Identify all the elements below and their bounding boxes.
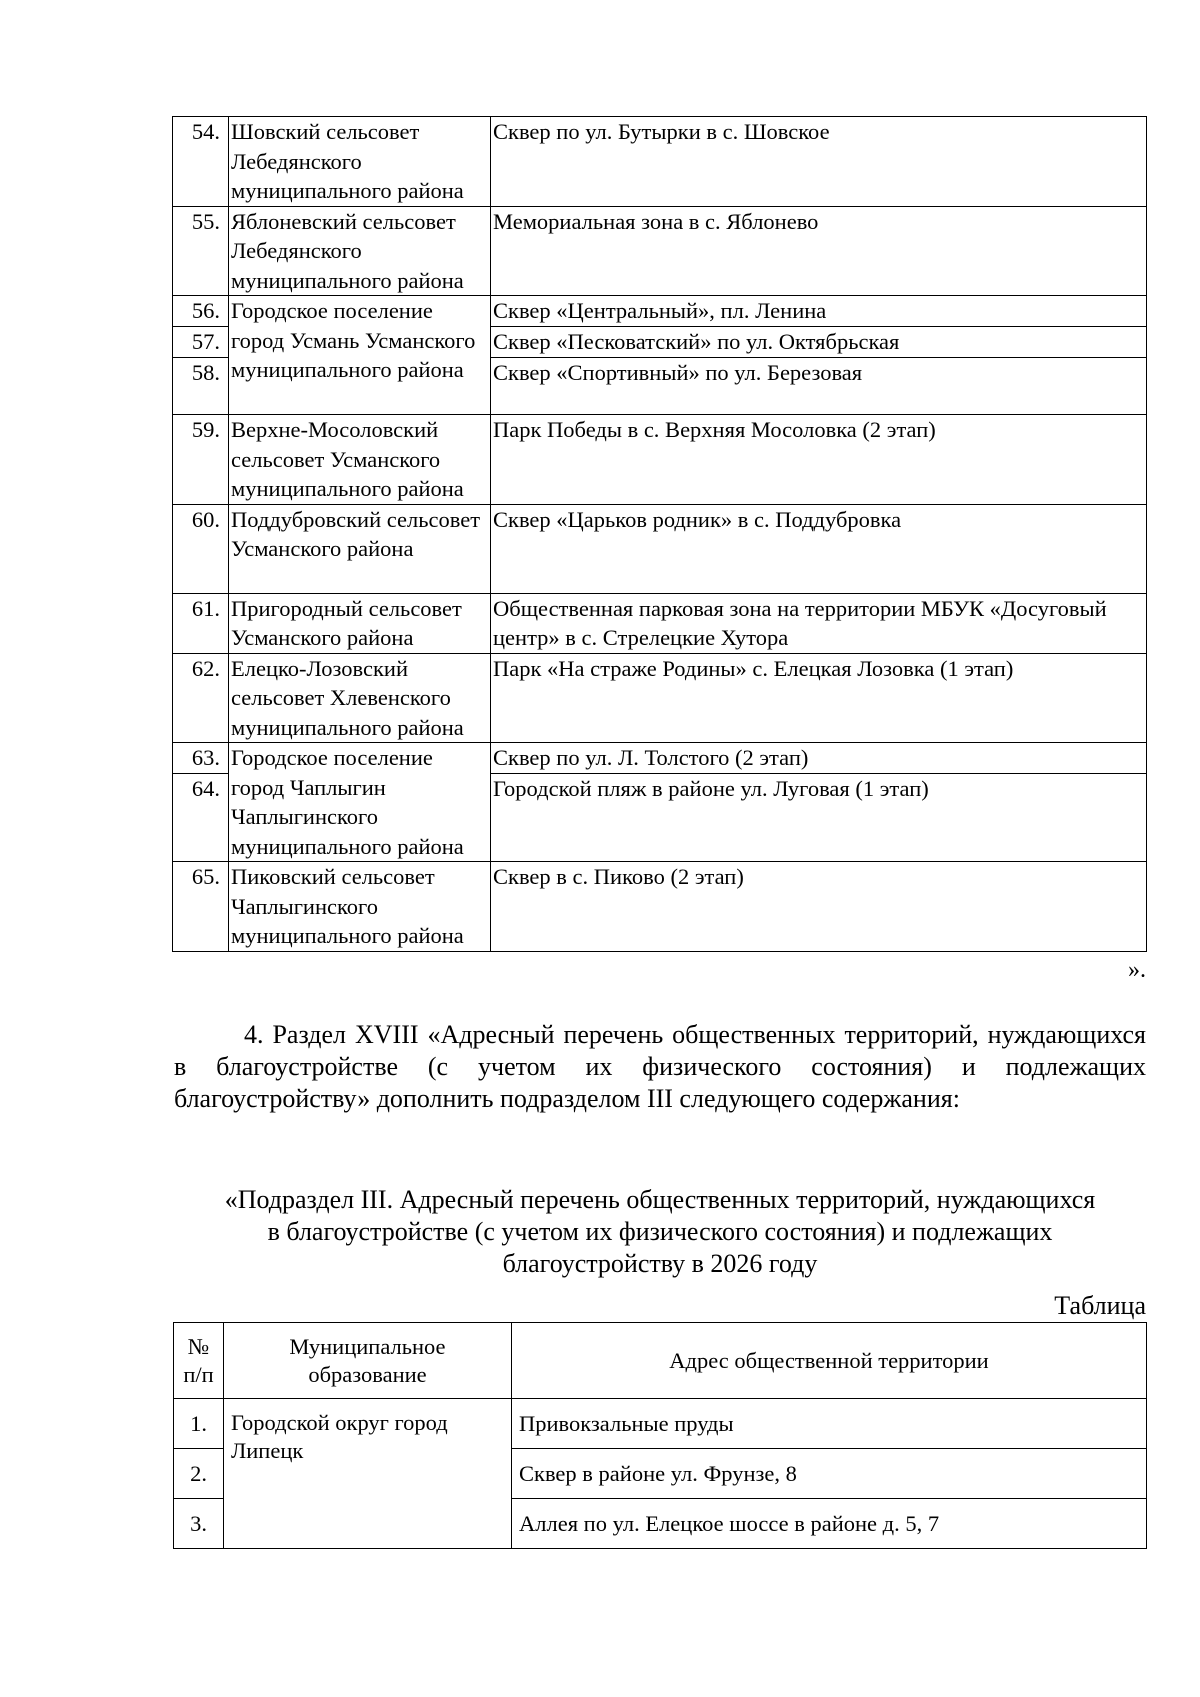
table-row: [173, 296, 1147, 327]
address-cell: Сквер в районе ул. Фрунзе, 8: [512, 1449, 1147, 1499]
table-row: [173, 504, 1147, 593]
table-row: [173, 117, 1147, 207]
table-row: [173, 653, 1147, 743]
address-cell: Сквер по ул. Л. Толстого (2 этап): [491, 743, 1147, 774]
address-cell: Парк Победы в с. Верхняя Мосоловка (2 этап): [491, 415, 1147, 505]
row-number: 3.: [174, 1499, 224, 1549]
municipality-cell: Городской округ город Липецк: [224, 1399, 512, 1549]
table-row: [173, 743, 1147, 774]
row-number: 58.: [173, 358, 229, 415]
closing-quote: ».: [1128, 957, 1146, 983]
row-number: 64.: [173, 774, 229, 862]
address-cell: Сквер в с. Пиково (2 этап): [491, 862, 1147, 952]
row-number: 63.: [173, 743, 229, 774]
table-header-row: [174, 1323, 1147, 1399]
table-row: [173, 415, 1147, 505]
municipality-cell: Елецко-Лозовский сельсовет Хлевенского муниципального района: [229, 653, 491, 743]
paragraph-4: 4. Раздел XVIII «Адресный перечень общественных территорий, нуждающихся в благоустройстве (с учетом их физического состояния) и подлежащих благоустройству» дополнить подразделом III следующего содержания:: [174, 1020, 1146, 1113]
territories-2026-table: [173, 1322, 1147, 1549]
municipality-cell: Городское поселение город Чаплыгин Чаплыгинского муниципального района: [229, 743, 491, 862]
table-caption: Таблица: [1054, 1291, 1146, 1320]
municipality-cell: Верхне-Мосоловский сельсовет Усманского муниципального района: [229, 415, 491, 505]
municipality-cell: Пригородный сельсовет Усманского района: [229, 593, 491, 653]
row-number: 60.: [173, 504, 229, 593]
row-number: 55.: [173, 206, 229, 296]
row-number: 54.: [173, 117, 229, 207]
table-row: [173, 593, 1147, 653]
subsection-title-line: «Подраздел III. Адресный перечень общественных территорий, нуждающихся: [224, 1185, 1096, 1214]
address-cell: Сквер «Спортивный» по ул. Березовая: [491, 358, 1147, 415]
municipality-cell: Пиковский сельсовет Чаплыгинского муниципального района: [229, 862, 491, 952]
row-number: 57.: [173, 327, 229, 358]
table-row: [174, 1399, 1147, 1449]
table-row: [173, 206, 1147, 296]
subsection-title: [170, 1184, 1150, 1280]
header-municipality: Муниципальное образование: [224, 1323, 512, 1399]
territories-table-continued: [172, 116, 1147, 952]
address-cell: Сквер по ул. Бутырки в с. Шовское: [491, 117, 1147, 207]
header-address: Адрес общественной территории: [512, 1323, 1147, 1399]
address-cell: Сквер «Песковатский» по ул. Октябрьская: [491, 327, 1147, 358]
row-number: 56.: [173, 296, 229, 327]
row-number: 62.: [173, 653, 229, 743]
row-number: 59.: [173, 415, 229, 505]
subsection-title-line: в благоустройстве (с учетом их физического состояния) и подлежащих: [267, 1217, 1053, 1246]
row-number: 61.: [173, 593, 229, 653]
address-cell: Сквер «Царьков родник» в с. Поддубровка: [491, 504, 1147, 593]
table-row: [173, 862, 1147, 952]
address-cell: Парк «На страже Родины» с. Елецкая Лозовка (1 этап): [491, 653, 1147, 743]
subsection-title-line: благоустройству в 2026 году: [502, 1249, 818, 1278]
address-cell: Сквер «Центральный», пл. Ленина: [491, 296, 1147, 327]
address-cell: Общественная парковая зона на территории МБУК «Досуговый центр» в с. Стрелецкие Хутора: [491, 593, 1147, 653]
municipality-cell: Шовский сельсовет Лебедянского муниципального района: [229, 117, 491, 207]
municipality-cell: Яблоневский сельсовет Лебедянского муниципального района: [229, 206, 491, 296]
municipality-cell: Поддубровский сельсовет Усманского района: [229, 504, 491, 593]
municipality-cell: Городское поселение город Усмань Усманского муниципального района: [229, 296, 491, 415]
row-number: 2.: [174, 1449, 224, 1499]
address-cell: Аллея по ул. Елецкое шоссе в районе д. 5, 7: [512, 1499, 1147, 1549]
row-number: 65.: [173, 862, 229, 952]
address-cell: Городской пляж в районе ул. Луговая (1 этап): [491, 774, 1147, 862]
address-cell: Привокзальные пруды: [512, 1399, 1147, 1449]
address-cell: Мемориальная зона в с. Яблонево: [491, 206, 1147, 296]
row-number: 1.: [174, 1399, 224, 1449]
header-number: № п/п: [174, 1323, 224, 1399]
